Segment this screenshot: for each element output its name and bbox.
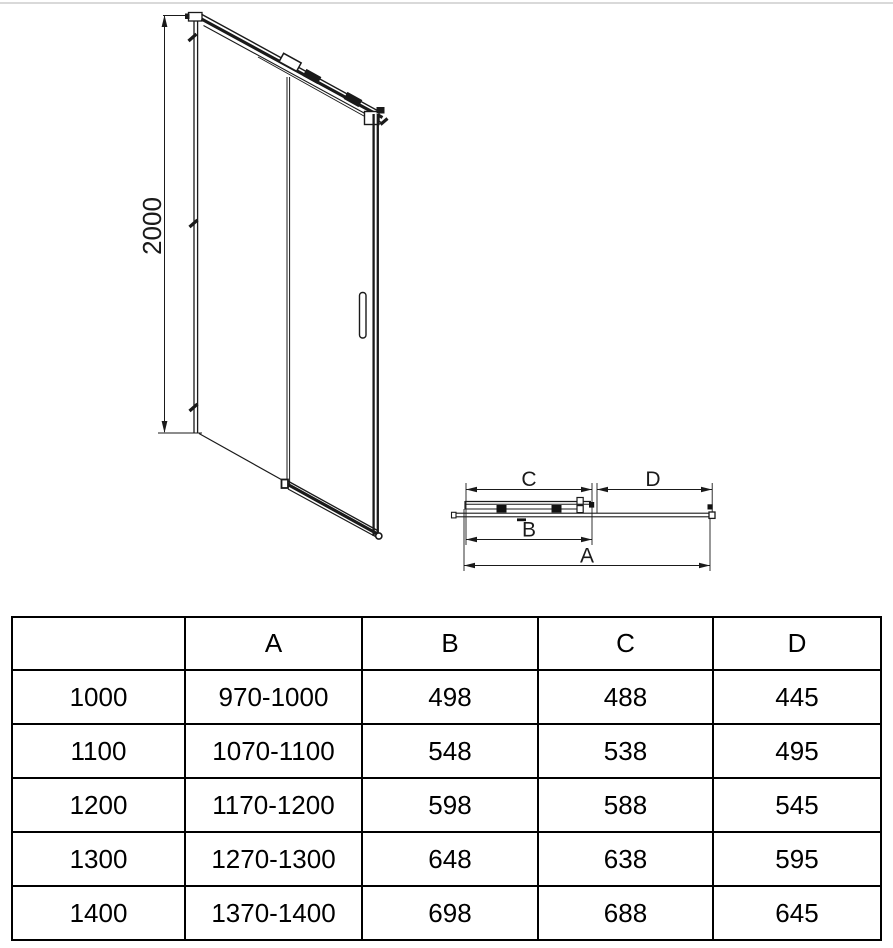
arrow-down-icon bbox=[162, 421, 168, 433]
dimension-d-label: D bbox=[645, 468, 661, 491]
wall-bracket-icon bbox=[381, 119, 388, 125]
plan-view-drawing bbox=[452, 468, 716, 571]
table-cell: 1100 bbox=[12, 724, 185, 778]
door-middle-divider bbox=[287, 77, 290, 484]
door-right-frame bbox=[374, 114, 378, 536]
table-cell: 588 bbox=[538, 778, 713, 832]
roller-carriage-icon bbox=[552, 505, 562, 513]
table-cell: 698 bbox=[362, 886, 538, 940]
table-row bbox=[12, 886, 881, 940]
table-cell: 1270-1300 bbox=[185, 832, 362, 886]
table-row bbox=[12, 778, 881, 832]
table-cell: 1070-1100 bbox=[185, 724, 362, 778]
table-row bbox=[12, 670, 881, 724]
table-row bbox=[12, 832, 881, 886]
plan-handle bbox=[577, 506, 583, 513]
door-top-rail bbox=[202, 14, 388, 124]
door-handle bbox=[360, 293, 367, 339]
arrow-up-icon bbox=[162, 15, 168, 27]
size-table-container bbox=[11, 616, 882, 941]
table-cell: 488 bbox=[538, 670, 713, 724]
table-cell: 638 bbox=[538, 832, 713, 886]
table-cell: 1370-1400 bbox=[185, 886, 362, 940]
table-header-cell-a: A bbox=[185, 617, 362, 670]
table-cell: 1000 bbox=[12, 670, 185, 724]
table-cell: 648 bbox=[362, 832, 538, 886]
table-cell: 495 bbox=[713, 724, 881, 778]
bottom-guide bbox=[282, 480, 289, 489]
table-header-cell-b: B bbox=[362, 617, 538, 670]
table-cell: 545 bbox=[713, 778, 881, 832]
dimension-b bbox=[466, 519, 592, 543]
door-left-frame bbox=[185, 13, 202, 434]
table-cell: 598 bbox=[362, 778, 538, 832]
table-header-cell-d: D bbox=[713, 617, 881, 670]
table-cell: 970-1000 bbox=[185, 670, 362, 724]
rail-end-cap bbox=[376, 533, 382, 539]
table-cell: 1170-1200 bbox=[185, 778, 362, 832]
table-cell: 688 bbox=[538, 886, 713, 940]
door-bottom-rail bbox=[199, 434, 382, 540]
table-row bbox=[12, 724, 881, 778]
panel-end-cap bbox=[709, 512, 715, 518]
table-cell: 1400 bbox=[12, 886, 185, 940]
dimension-c-label: C bbox=[521, 468, 537, 491]
table-cell: 548 bbox=[362, 724, 538, 778]
roller-carriage-icon bbox=[497, 505, 507, 513]
plan-handle bbox=[577, 498, 583, 505]
roller-carriage-icon bbox=[344, 92, 363, 107]
table-cell: 645 bbox=[713, 886, 881, 940]
dimension-a-label: A bbox=[579, 544, 595, 568]
table-cell: 595 bbox=[713, 832, 881, 886]
table-header-row bbox=[12, 617, 881, 670]
roller-carriage-icon bbox=[303, 69, 322, 84]
table-cell: 1300 bbox=[12, 832, 185, 886]
table-cell: 1200 bbox=[12, 778, 185, 832]
dimension-b-label: B bbox=[521, 518, 537, 542]
height-dimension-label: 2000 bbox=[137, 197, 167, 255]
front-view-drawing bbox=[137, 13, 388, 540]
wall-bracket-icon bbox=[189, 34, 197, 41]
table-cell: 498 bbox=[362, 670, 538, 724]
table-cell: 538 bbox=[538, 724, 713, 778]
table-header-cell-c: C bbox=[538, 617, 713, 670]
table-header-cell-size bbox=[12, 617, 185, 670]
dimension-d bbox=[597, 468, 712, 513]
size-table bbox=[11, 616, 882, 941]
table-cell: 445 bbox=[713, 670, 881, 724]
